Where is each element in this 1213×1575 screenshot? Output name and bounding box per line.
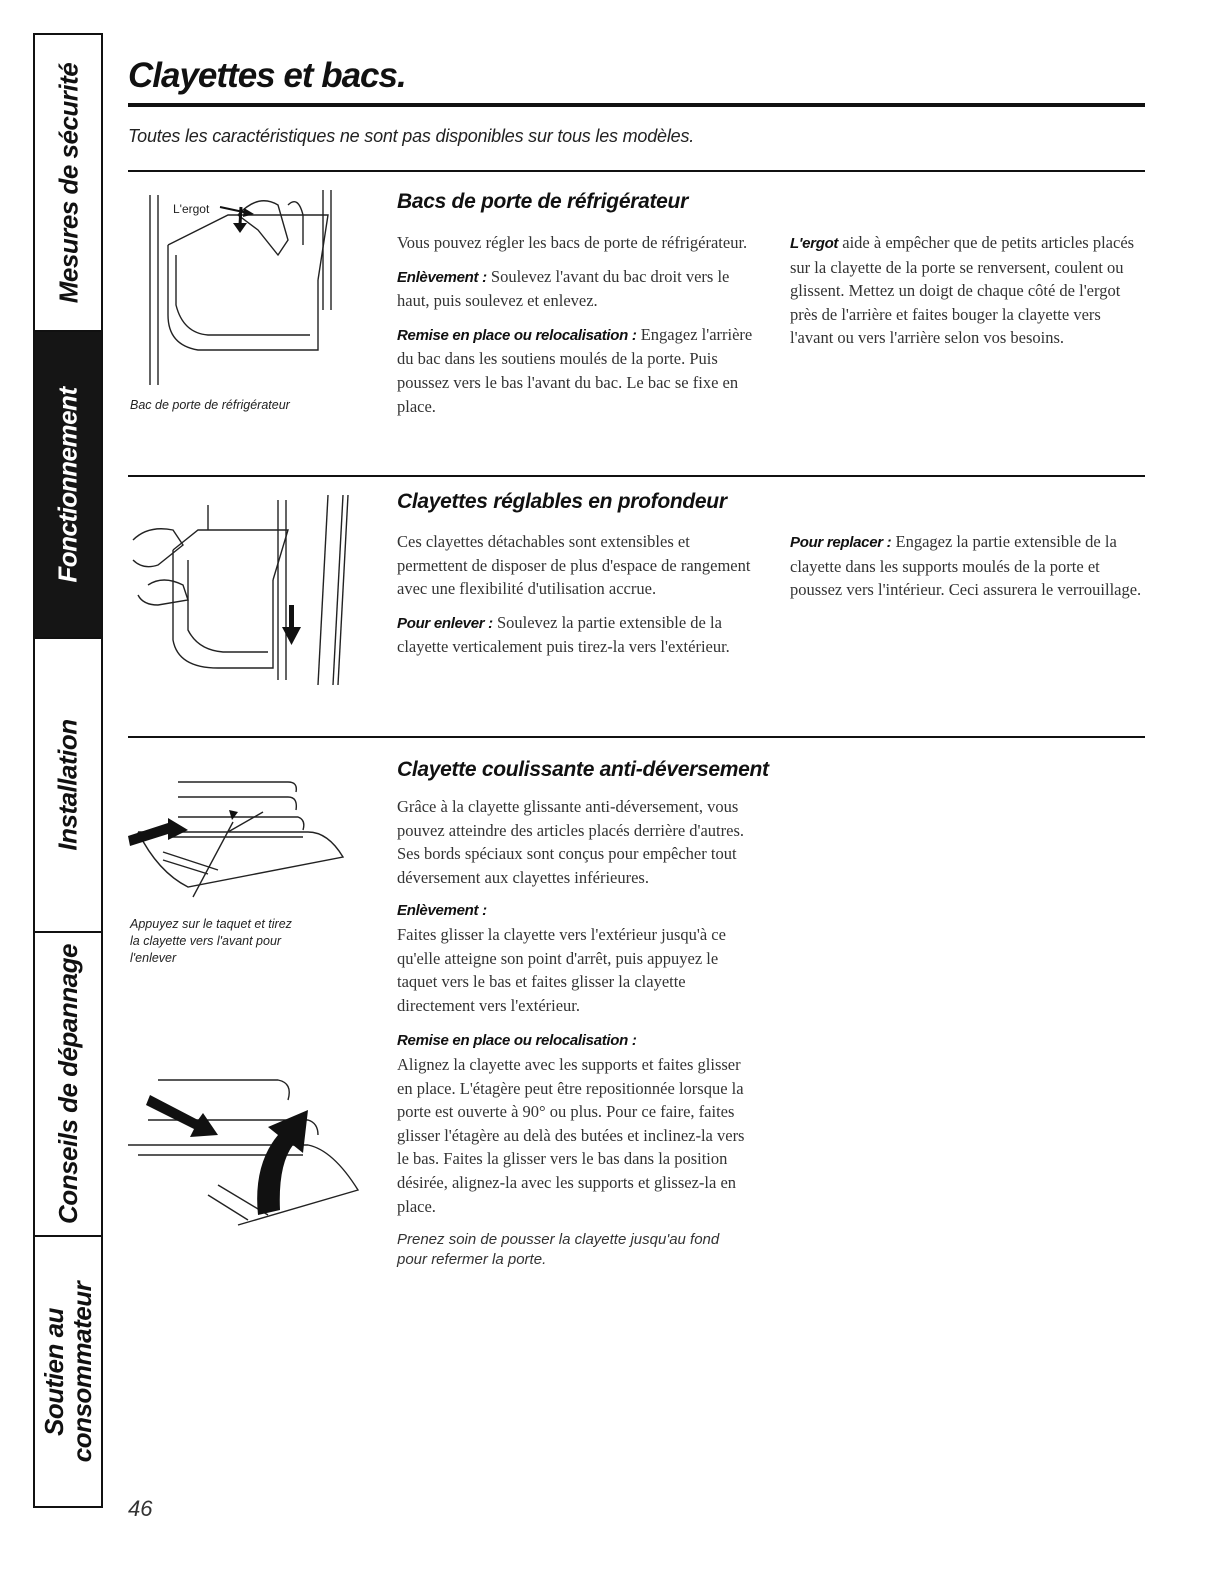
ergot-figure-label: L'ergot xyxy=(173,202,210,216)
tab-label: Installation xyxy=(53,719,83,851)
section-body-right xyxy=(790,231,1145,360)
section-body xyxy=(397,231,759,428)
figure-caption: Bac de porte de réfrigérateur xyxy=(130,398,290,412)
tab-label xyxy=(40,1281,96,1461)
section-body xyxy=(397,795,759,1280)
label: Enlèvement : xyxy=(397,902,487,920)
tab-label: Mesures de sécurité xyxy=(53,62,84,303)
paragraph: Vous pouvez régler les bacs de porte de réfrigérateur. xyxy=(397,233,748,252)
label: Remise en place ou relocalisation : xyxy=(397,326,637,344)
paragraph: Grâce à la clayette glissante anti-déversement, vous pouvez atteindre des articles placés derrière d'autres. Ses bords spéciaux sont conçus pour empêcher tout déversement aux clayettes inférieures. xyxy=(397,797,745,887)
figure-caption: Appuyez sur le taquet et tirez la clayette vers l'avant pour l'enlever xyxy=(130,917,292,965)
paragraph xyxy=(397,265,759,313)
tab-label: Conseils de dépannage xyxy=(53,944,83,1224)
paragraph xyxy=(397,611,759,659)
title-rule xyxy=(128,103,1145,107)
section-heading: Clayettes réglables en profondeur xyxy=(397,490,727,513)
section-heading: Bacs de porte de réfrigérateur xyxy=(397,190,688,213)
paragraph xyxy=(397,1029,759,1218)
paragraph xyxy=(397,899,759,1017)
label: Pour enlever : xyxy=(397,614,493,632)
tab-fonctionnement[interactable] xyxy=(35,332,101,639)
tab-soutien-au-consommateur[interactable] xyxy=(35,1237,101,1506)
tab-conseils-de-depannage[interactable] xyxy=(35,933,101,1237)
text: Engagez la partie extensible de la clayette dans les supports moulés de la porte et poussez vers l'intérieur. Ceci assurera le verrouillage. xyxy=(790,532,1142,600)
text: Engagez l'arrière du bac dans les soutiens moulés de la porte. Puis poussez vers le bas l'avant du bac. Le bac se fixe en place. xyxy=(397,324,753,416)
tab-mesures-de-securite[interactable] xyxy=(35,35,101,332)
text: Faites glisser la clayette vers l'extérieur jusqu'à ce qu'elle atteigne son point d'arrêt, puis appuyez le taquet vers le bas et faites glisser la clayette directement vers l'extérieur. xyxy=(397,924,726,1015)
label: L'ergot xyxy=(790,235,839,252)
tab-label-text: Soutien au consommateur xyxy=(39,1281,97,1462)
side-tab-bar xyxy=(33,33,103,1508)
sliding-shelf-illustration-2 xyxy=(128,1065,368,1235)
divider xyxy=(128,475,1145,477)
page-number: 46 xyxy=(128,1496,153,1521)
label: Pour replacer : xyxy=(790,534,892,551)
shelf-extension-illustration xyxy=(128,490,368,690)
paragraph xyxy=(790,231,1145,350)
text: Soulevez la partie extensible de la clayette verticalement puis tirez-la vers l'extérieur. xyxy=(397,612,730,657)
text: Alignez la clayette avec les supports et faites glisser en place. L'étagère peut être repositionnée lorsque la porte est ouverte à 90° ou plus. Pour ce faire, faites glisser l'étagère au delà des butées et inclinez-la vers le bas. Faites la glisser vers le bas dans la position désirée, alignez-la avec les supports et glissez-la en place. xyxy=(397,1054,745,1216)
note: Prenez soin de pousser la clayette jusqu'au fond pour refermer la porte. xyxy=(397,1231,720,1269)
paragraph: Ces clayettes détachables sont extensibles et permettent de disposer de plus d'espace de rangement avec une flexibilité d'utilisation accrue. xyxy=(397,532,751,599)
divider xyxy=(128,736,1145,738)
section-body-right xyxy=(790,530,1145,612)
tab-label: Fonctionnement xyxy=(53,386,83,583)
divider xyxy=(128,170,1145,172)
label: Enlèvement : xyxy=(397,268,487,286)
text: Soulevez l'avant du bac droit vers le haut, puis soulevez et enlevez. xyxy=(397,266,730,311)
paragraph xyxy=(790,530,1145,602)
page-subtitle: Toutes les caractéristiques ne sont pas disponibles sur tous les modèles. xyxy=(128,126,695,146)
section-heading: Clayette coulissante anti-déversement xyxy=(397,758,769,781)
label: Remise en place ou relocalisation : xyxy=(397,1032,637,1050)
paragraph xyxy=(397,323,759,418)
section-body xyxy=(397,530,759,669)
page-title: Clayettes et bacs. xyxy=(128,56,406,95)
tab-installation[interactable] xyxy=(35,639,101,933)
sliding-shelf-illustration-1 xyxy=(128,752,368,912)
door-bin-illustration xyxy=(128,185,358,395)
text: aide à empêcher que de petits articles placés sur la clayette de la porte se renversent, coulent ou glissent. Mettez un doigt de chaque côté de l'ergot près de l'arrière et faites bouger la clayette vers l'avant ou vers l'arrière selon vos besoins. xyxy=(790,233,1135,348)
